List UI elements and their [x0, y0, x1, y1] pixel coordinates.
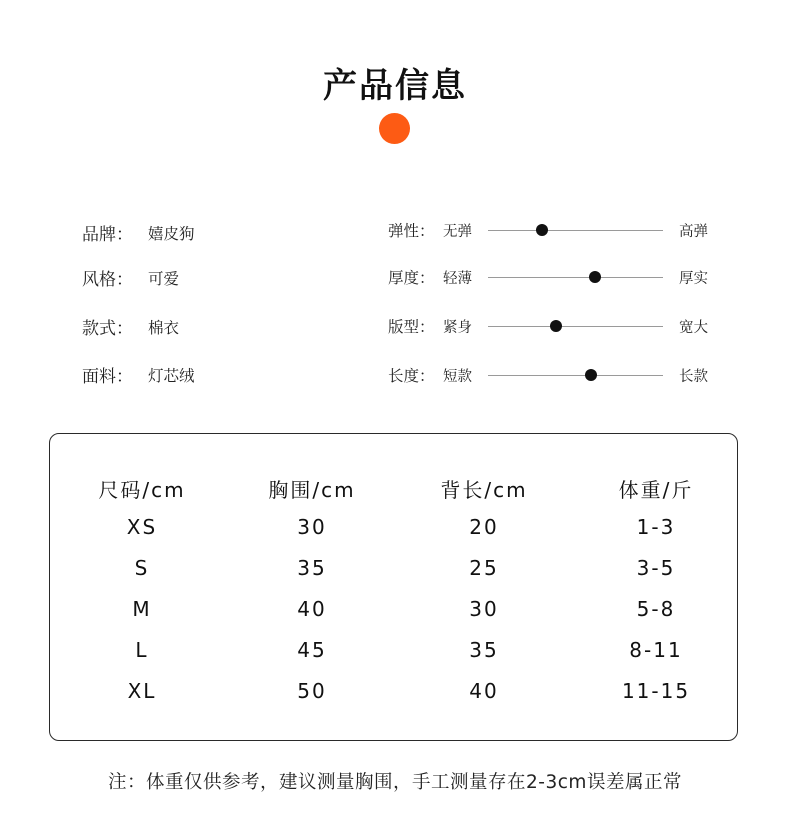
size-cell: XS	[126, 515, 158, 539]
size-table	[49, 433, 738, 741]
slider-label: 长度：	[388, 367, 435, 385]
measurement-note: 注：体重仅供参考，建议测量胸围，手工测量存在2-3cm误差属正常	[108, 772, 682, 793]
slider-max-label: 高弹	[679, 224, 708, 240]
slider-track	[488, 230, 663, 231]
info-label: 品牌：	[82, 225, 133, 245]
weight-cell: 11-15	[621, 679, 691, 703]
chest-cell: 50	[297, 679, 327, 703]
weight-cell: 5-8	[636, 597, 676, 621]
slider-label: 弹性：	[388, 222, 435, 240]
back-length-cell: 35	[469, 638, 499, 662]
info-value: 灯芯绒	[148, 367, 195, 385]
slider-min-label: 紧身	[443, 320, 472, 336]
back-length-cell: 30	[469, 597, 499, 621]
back-length-header: 背长/cm	[440, 478, 528, 502]
slider-knob	[550, 320, 562, 332]
info-value: 可爱	[148, 270, 180, 288]
slider-max-label: 长款	[679, 369, 708, 385]
slider-knob	[536, 224, 548, 236]
slider-max-label: 宽大	[679, 320, 708, 336]
chest-cell: 45	[297, 638, 327, 662]
back-length-cell: 20	[469, 515, 499, 539]
weight-cell: 8-11	[629, 638, 683, 662]
back-length-cell: 25	[469, 556, 499, 580]
slider-row-elasticity	[388, 219, 728, 243]
slider-min-label: 短款	[443, 369, 472, 385]
slider-max-label: 厚实	[679, 271, 708, 287]
accent-dot	[379, 113, 410, 144]
size-cell: M	[132, 597, 152, 621]
back-length-cell: 40	[469, 679, 499, 703]
slider-min-label: 无弹	[443, 224, 472, 240]
size-cell: L	[135, 638, 149, 662]
size-cell: S	[134, 556, 150, 580]
info-label: 风格：	[82, 270, 133, 290]
slider-track	[488, 277, 663, 278]
chest-cell: 35	[297, 556, 327, 580]
slider-label: 版型：	[388, 318, 435, 336]
chest-header: 胸围/cm	[268, 478, 356, 502]
slider-row-thickness	[388, 266, 728, 290]
chest-cell: 40	[297, 597, 327, 621]
weight-header: 体重/斤	[618, 478, 694, 502]
slider-track	[488, 326, 663, 327]
slider-knob	[585, 369, 597, 381]
weight-cell: 3-5	[636, 556, 676, 580]
size-header: 尺码/cm	[98, 478, 186, 502]
slider-row-fit	[388, 315, 728, 339]
page-title: 产品信息	[323, 66, 467, 106]
size-cell: XL	[127, 679, 157, 703]
chest-cell: 30	[297, 515, 327, 539]
weight-cell: 1-3	[636, 515, 676, 539]
info-label: 款式：	[82, 319, 133, 339]
info-label: 面料：	[82, 367, 133, 387]
info-value: 嬉皮狗	[148, 225, 195, 243]
slider-label: 厚度：	[388, 269, 435, 287]
slider-min-label: 轻薄	[443, 271, 472, 287]
slider-knob	[589, 271, 601, 283]
slider-track	[488, 375, 663, 376]
slider-row-length	[388, 364, 728, 388]
info-value: 棉衣	[148, 319, 180, 337]
